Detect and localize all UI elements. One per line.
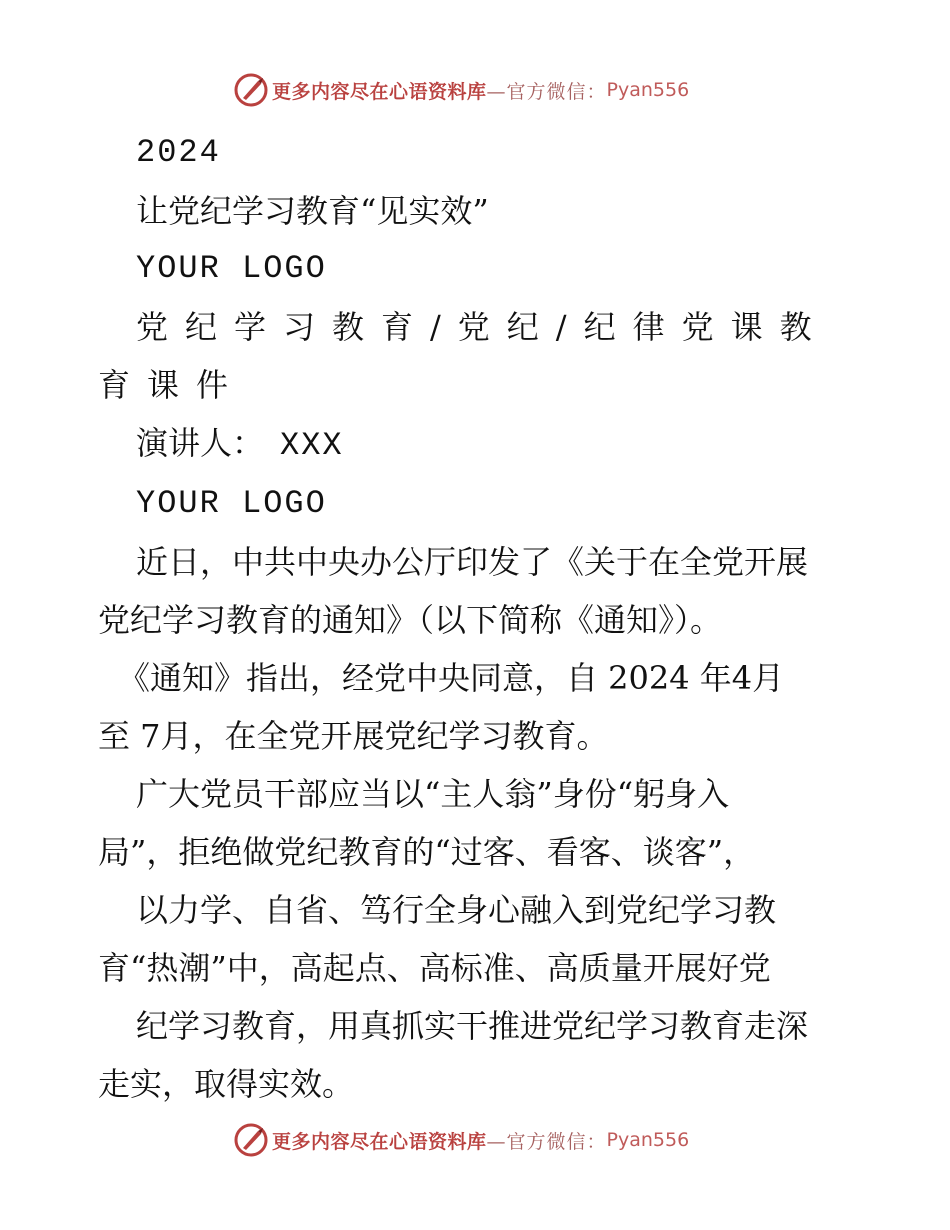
speaker-label: 演讲人： <box>136 424 265 462</box>
header-banner <box>234 72 689 108</box>
paragraph-line: 至 7月，在全党开展党纪学习教育。 <box>98 717 609 755</box>
paragraph-line: 以力学、自省、笃行全身心融入到党纪学习教 <box>136 891 777 929</box>
logo-placeholder-2: YOUR LOGO <box>136 485 327 522</box>
document-body <box>98 124 858 1113</box>
paragraph-line: 广大党员干部应当以“主人翁”身份“躬身入 <box>136 775 730 813</box>
subtitle-line-2: 育课件 <box>98 366 246 404</box>
quill-pen-logo-icon <box>234 1123 268 1157</box>
paragraph-line: 育“热潮”中，高起点、高标准、高质量开展好党 <box>98 949 771 987</box>
speaker-line <box>98 414 858 475</box>
header-brand-text: 更多内容尽在心语资料库 <box>272 80 487 103</box>
logo-placeholder-1: YOUR LOGO <box>136 250 327 287</box>
paragraph-line: 走实，取得实效。 <box>98 1065 355 1103</box>
header-wechat-id: Pyan556 <box>606 79 690 101</box>
paragraph-line: 党纪学习教育的通知》（以下简称《通知》）。 <box>98 601 723 639</box>
document-title: 让党纪学习教育“见实效” <box>136 192 489 230</box>
footer-brand-text: 更多内容尽在心语资料库 <box>272 1130 487 1153</box>
footer-wechat-id: Pyan556 <box>606 1129 690 1151</box>
quill-pen-logo-icon <box>234 73 268 107</box>
footer-banner <box>234 1122 689 1158</box>
subtitle-line-1: 党纪学习教育/党纪/纪律党课教 <box>136 308 829 346</box>
paragraph-line: 局”，拒绝做党纪教育的“过客、看客、谈客”， <box>98 833 756 871</box>
paragraph-line: 《通知》指出，经党中央同意，自 2024 年4月 <box>118 659 785 697</box>
header-wechat-label: —官方微信： <box>486 80 607 103</box>
paragraph-line: 近日，中共中央办公厅印发了《关于在全党开展 <box>136 543 809 581</box>
year-line: 2024 <box>136 134 221 171</box>
footer-wechat-label: —官方微信： <box>486 1130 607 1153</box>
speaker-name: XXX <box>280 427 344 464</box>
paragraph-line: 纪学习教育，用真抓实干推进党纪学习教育走深 <box>136 1007 809 1045</box>
